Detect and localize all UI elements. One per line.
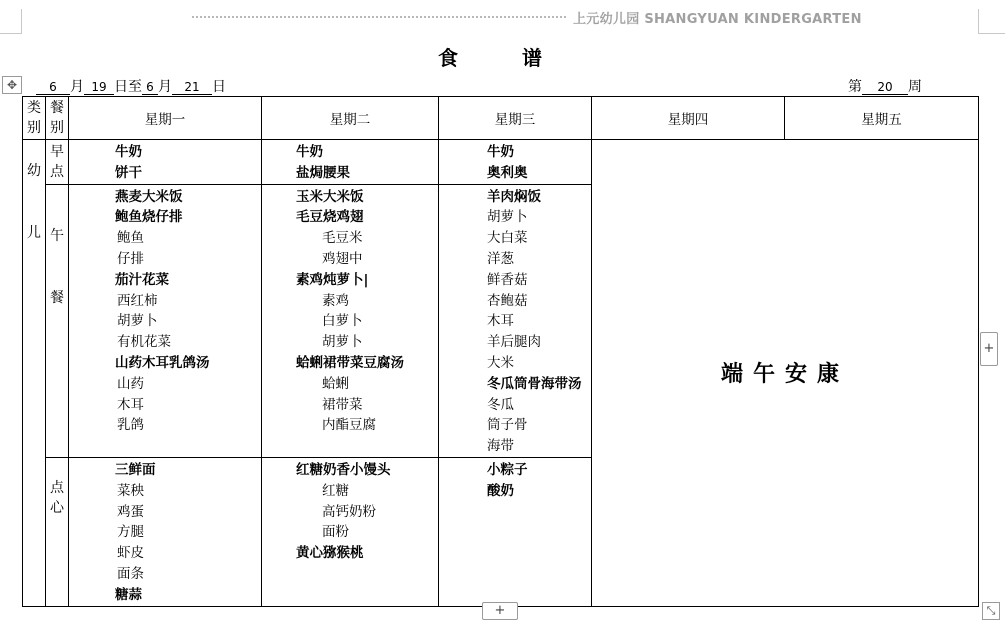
- lunch-wed[interactable]: [439, 184, 592, 457]
- menu-item: 茄汁花菜: [115, 271, 169, 288]
- menu-item: 饼干: [115, 164, 142, 181]
- header-dotted-rule: [192, 16, 566, 18]
- menu-item: 红糖奶香小馒头: [296, 461, 391, 478]
- snack-tue[interactable]: [262, 457, 439, 606]
- menu-item: 牛奶: [296, 144, 323, 160]
- menu-item: 乳鸽: [117, 417, 144, 434]
- menu-item: 素鸡: [322, 292, 349, 309]
- menu-item: 筒子骨: [487, 417, 528, 434]
- meal-breakfast-cell[interactable]: 早 点: [46, 140, 69, 185]
- menu-item: 山药木耳乳鸽汤: [115, 354, 210, 371]
- menu-item: 毛豆米: [322, 230, 363, 247]
- table-move-handle-icon[interactable]: ✥: [2, 76, 22, 94]
- breakfast-tue[interactable]: [262, 140, 439, 185]
- holiday-message: 端午安康: [720, 361, 849, 388]
- menu-item: 木耳: [117, 396, 144, 413]
- day-header-fri[interactable]: 星期五: [785, 97, 979, 140]
- end-day: 21: [172, 80, 212, 95]
- category-cell[interactable]: 幼 儿: [23, 140, 46, 607]
- menu-item: 三鲜面: [115, 461, 156, 478]
- header-school-name: 上元幼儿园 SHANGYUAN KINDERGARTEN: [573, 12, 862, 27]
- menu-item: 羊肉焖饭: [487, 188, 541, 205]
- menu-item: 海带: [487, 438, 514, 455]
- menu-item: 玉米大米饭: [296, 188, 364, 205]
- menu-item: 糖蒜: [115, 586, 142, 603]
- menu-item: 内酯豆腐: [322, 417, 376, 434]
- menu-table: [22, 96, 979, 607]
- menu-item: 羊后腿肉: [487, 334, 541, 351]
- menu-item: 山药: [117, 375, 144, 392]
- menu-item: 胡萝卜: [487, 209, 528, 226]
- menu-item: 冬瓜: [487, 396, 514, 413]
- title-char-1: 食: [438, 46, 458, 70]
- menu-item: 仔排: [117, 250, 144, 267]
- breakfast-row: [23, 140, 979, 185]
- breakfast-mon[interactable]: [69, 140, 262, 185]
- menu-item: 胡萝卜: [322, 334, 363, 351]
- menu-item: 奥利奥: [487, 164, 528, 181]
- lunch-tue[interactable]: [262, 184, 439, 457]
- meal-lunch-cell[interactable]: 午 餐: [46, 184, 69, 457]
- menu-item: 白萝卜: [322, 313, 363, 330]
- menu-item: 胡萝卜: [117, 313, 158, 330]
- menu-item: 杏鲍菇: [487, 292, 528, 309]
- page-corner-mark-left: [0, 9, 22, 34]
- menu-item: 鲜香菇: [487, 271, 528, 288]
- table-resize-handle-icon[interactable]: ⤡: [982, 602, 1000, 620]
- menu-item: 黄心猕猴桃: [296, 545, 364, 562]
- date-range: 6 月 19 日至 6 月 21 日: [36, 76, 226, 96]
- breakfast-wed[interactable]: [439, 140, 592, 185]
- menu-item: 西红柿: [117, 292, 158, 309]
- menu-item: 鸡蛋: [117, 503, 144, 520]
- menu-item: 毛豆烧鸡翅: [296, 209, 364, 226]
- menu-item: 鲍鱼烧仔排: [115, 209, 183, 226]
- day-header-thu[interactable]: 星期四: [592, 97, 785, 140]
- col-category-header[interactable]: 类 别: [23, 97, 46, 140]
- add-column-button[interactable]: +: [980, 332, 998, 366]
- menu-item: 牛奶: [115, 144, 142, 160]
- menu-item: 盐焗腰果: [296, 164, 350, 181]
- menu-item: 面条: [117, 565, 144, 582]
- day-header-mon[interactable]: 星期一: [69, 97, 262, 140]
- menu-item: 高钙奶粉: [322, 503, 376, 520]
- menu-item: 虾皮: [117, 545, 144, 562]
- menu-item: 大白菜: [487, 230, 528, 247]
- menu-item: 鲍鱼: [117, 230, 144, 247]
- menu-item: 面粉: [322, 524, 349, 541]
- menu-item: 小粽子: [487, 461, 528, 478]
- menu-item: 大米: [487, 354, 514, 371]
- end-month: 6: [142, 80, 158, 95]
- week-value: 20: [862, 80, 908, 95]
- menu-item: 蛤蜊裙带菜豆腐汤: [296, 354, 404, 371]
- start-day: 19: [84, 80, 114, 95]
- snack-wed[interactable]: [439, 457, 592, 606]
- add-row-button[interactable]: +: [482, 602, 518, 620]
- menu-item: 冬瓜筒骨海带汤: [487, 375, 582, 392]
- holiday-cell[interactable]: [592, 140, 979, 607]
- week-number: 第 20 周: [848, 79, 922, 95]
- col-meal-header[interactable]: 餐 别: [46, 97, 69, 140]
- header-row: [23, 97, 979, 140]
- snack-mon[interactable]: [69, 457, 262, 606]
- menu-item: 红糖: [322, 482, 349, 499]
- menu-item: 洋葱: [487, 250, 514, 267]
- day-header-tue[interactable]: 星期二: [262, 97, 439, 140]
- day-header-wed[interactable]: 星期三: [439, 97, 592, 140]
- menu-item: 菜秧: [117, 482, 144, 499]
- menu-item: 蛤蜊: [322, 375, 349, 392]
- menu-item: 裙带菜: [322, 396, 363, 413]
- menu-item: 木耳: [487, 313, 514, 330]
- menu-item: 燕麦大米饭: [115, 188, 183, 205]
- title-char-2: 谱: [522, 46, 542, 70]
- lunch-mon[interactable]: [69, 184, 262, 457]
- start-month: 6: [36, 80, 70, 95]
- menu-item: 牛奶: [487, 144, 514, 160]
- meal-snack-cell[interactable]: 点 心: [46, 457, 69, 606]
- menu-item: 方腿: [117, 524, 144, 541]
- page-title: [438, 42, 542, 71]
- menu-item: 鸡翅中: [322, 250, 363, 267]
- menu-item: 有机花菜: [117, 334, 171, 351]
- menu-item: 素鸡炖萝卜|: [296, 271, 369, 288]
- page-corner-mark-right: [978, 9, 1005, 34]
- menu-item: 酸奶: [487, 482, 514, 499]
